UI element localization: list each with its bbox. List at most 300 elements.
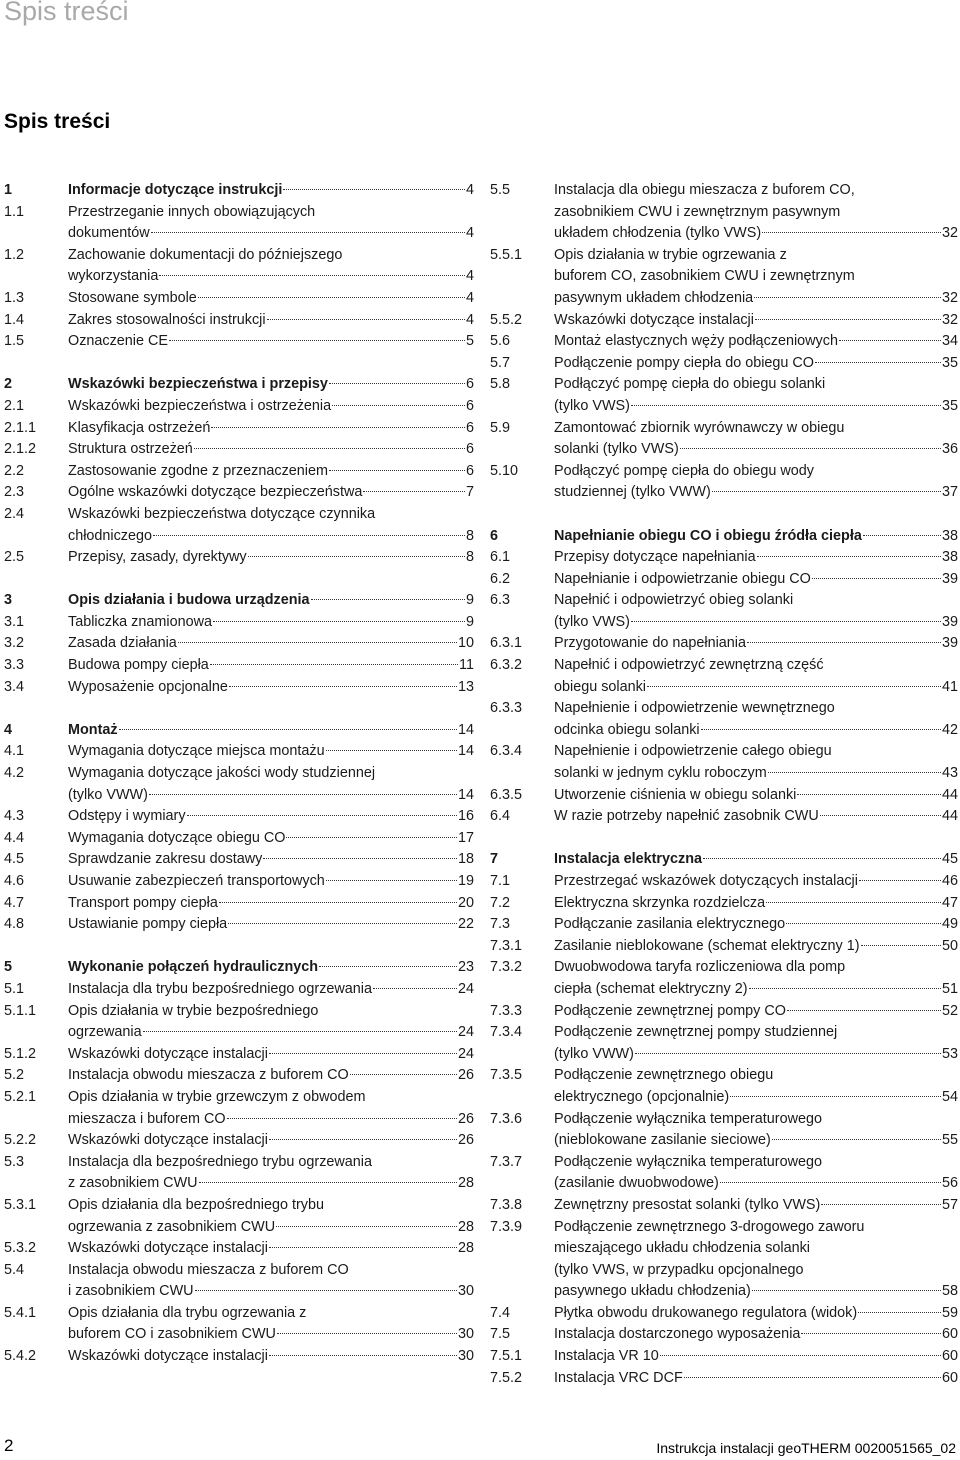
toc-entry-text <box>68 547 474 569</box>
toc-page-number: 46 <box>941 873 958 889</box>
toc-entry-line <box>68 763 474 785</box>
toc-page-number: 28 <box>457 1218 474 1235</box>
toc-entry[interactable] <box>490 1022 958 1065</box>
toc-entry-number: 4.3 <box>4 808 25 825</box>
footer-doc-reference: Instrukcja instalacji geoTHERM 0020051565_02 <box>656 1440 956 1456</box>
toc-page-number: 4 <box>465 289 474 306</box>
toc-entry-number: 2.4 <box>4 505 25 522</box>
toc-entry-label: Wskazówki dotyczące instalacji <box>68 1045 268 1062</box>
toc-entry[interactable] <box>4 633 474 655</box>
toc-page-number: 38 <box>941 549 958 566</box>
toc-entry-label: Wymagania dotyczące miejsca montażu <box>68 743 325 760</box>
toc-entry[interactable] <box>4 1346 474 1368</box>
toc-entry-number: 5.1.2 <box>4 1045 37 1062</box>
toc-page-number: 44 <box>941 786 958 803</box>
toc-entry[interactable] <box>490 1109 958 1152</box>
toc-entry[interactable] <box>4 806 474 828</box>
toc-entry-number: 3 <box>4 592 13 609</box>
toc-entry-label: Podłączyć pompę ciepła do obiegu wody <box>554 462 814 479</box>
toc-entry-text <box>68 1195 474 1238</box>
toc-entry[interactable] <box>490 1346 958 1368</box>
toc-entry[interactable] <box>4 957 474 979</box>
toc-entry-label: Struktura ostrzeżeń <box>68 441 193 458</box>
toc-entry-label: Zasada działania <box>68 635 177 652</box>
toc-entry-line <box>554 698 958 720</box>
toc-entry-line <box>554 1044 958 1066</box>
toc-entry-line <box>554 1065 958 1087</box>
toc-entry[interactable] <box>4 763 474 806</box>
toc-entry-label: Napełnić i odpowietrzyć zewnętrzną część <box>554 657 824 674</box>
toc-entry[interactable] <box>4 871 474 893</box>
toc-entry[interactable] <box>4 1195 474 1238</box>
toc-entry-line <box>68 374 474 396</box>
toc-entry-label: chłodniczego <box>68 527 153 544</box>
toc-entry-label: ciepła (schemat elektryczny 2) <box>554 980 748 997</box>
toc-entry-number: 4.5 <box>4 851 25 868</box>
toc-entry-number: 2.5 <box>4 549 25 566</box>
toc-entry[interactable] <box>4 655 474 677</box>
toc-entry[interactable] <box>490 785 958 807</box>
dot-leader <box>211 427 465 428</box>
toc-entry-text <box>68 1065 474 1087</box>
toc-entry[interactable] <box>490 245 958 310</box>
toc-entry-text <box>554 1195 958 1217</box>
toc-page-number: 58 <box>941 1283 958 1300</box>
toc-entry[interactable] <box>490 1195 958 1217</box>
toc-entry[interactable] <box>4 374 474 396</box>
toc-entry-text <box>554 1346 958 1368</box>
toc-entry[interactable] <box>4 612 474 634</box>
dot-leader <box>757 556 941 557</box>
toc-entry[interactable] <box>490 957 958 1000</box>
toc-entry-line <box>554 979 958 1001</box>
toc-page-number: 30 <box>457 1326 474 1343</box>
dot-leader <box>701 729 941 730</box>
toc-entry-line <box>68 1238 474 1260</box>
toc-page-number: 57 <box>941 1196 958 1213</box>
toc-entry-number: 7.5 <box>490 1326 511 1343</box>
toc-entry-line <box>68 871 474 893</box>
toc-entry-number: 7.3.7 <box>490 1153 523 1170</box>
toc-entry-line <box>554 353 958 375</box>
toc-entry-number: 6.1 <box>490 549 511 566</box>
toc-page-number: 18 <box>457 851 474 868</box>
toc-entry-label: układem chłodzenia (tylko VWS) <box>554 225 762 242</box>
toc-entry-text <box>68 374 474 396</box>
dot-leader <box>752 1290 941 1291</box>
toc-entry-number: 5.5.1 <box>490 246 523 263</box>
toc-entry-line <box>554 763 958 785</box>
toc-entry-line <box>554 1368 958 1390</box>
toc-entry-line <box>554 1217 958 1239</box>
dot-leader <box>311 599 465 600</box>
toc-entry-line <box>554 1173 958 1195</box>
toc-entry-label: Przepisy dotyczące napełniania <box>554 549 756 566</box>
toc-entry-line <box>68 785 474 807</box>
toc-entry-line <box>554 590 958 612</box>
toc-entry-line <box>68 893 474 915</box>
toc-entry-line <box>554 526 958 548</box>
toc-entry-text <box>554 849 958 871</box>
toc-entry-line <box>554 741 958 763</box>
toc-entry[interactable] <box>490 310 958 332</box>
toc-entry-text <box>554 1303 958 1325</box>
toc-entry-label: Usuwanie zabezpieczeń transportowych <box>68 873 325 889</box>
toc-entry[interactable] <box>490 1065 958 1108</box>
toc-entry-label: Instalacja dostarczonego wyposażenia <box>554 1326 801 1343</box>
toc-entry-number: 5.7 <box>490 354 511 371</box>
toc-entry[interactable] <box>4 482 474 504</box>
dot-leader <box>329 383 465 384</box>
toc-entry-label: Wskazówki dotyczące instalacji <box>68 1132 268 1149</box>
toc-page-number: 24 <box>457 980 474 997</box>
toc-entry[interactable] <box>4 180 474 202</box>
toc-entry[interactable] <box>4 202 474 245</box>
toc-entry[interactable] <box>490 655 958 698</box>
toc-entry[interactable] <box>4 1044 474 1066</box>
toc-entry-line <box>68 245 474 267</box>
toc-entry-line <box>68 1087 474 1109</box>
toc-entry-number: 4.7 <box>4 894 25 911</box>
toc-entry-text <box>554 245 958 310</box>
toc-page-number: 51 <box>941 980 958 997</box>
toc-entry-text <box>68 655 474 677</box>
toc-entry[interactable] <box>4 331 474 353</box>
toc-entry-line <box>554 633 958 655</box>
toc-entry[interactable] <box>4 741 474 763</box>
toc-entry-number: 3.3 <box>4 657 25 674</box>
dot-leader <box>263 858 457 859</box>
toc-entry-label: Klasyfikacja ostrzeżeń <box>68 419 211 436</box>
toc-entry-line <box>68 849 474 871</box>
toc-entry[interactable] <box>4 979 474 1001</box>
toc-entry[interactable] <box>490 590 958 633</box>
toc-entry[interactable] <box>4 547 474 569</box>
toc-entry-line <box>554 439 958 461</box>
toc-page-number: 24 <box>457 1045 474 1062</box>
toc-entry-line <box>68 828 474 850</box>
toc-page-number: 32 <box>941 225 958 242</box>
toc-entry-text <box>554 1109 958 1152</box>
toc-page-number: 43 <box>941 765 958 782</box>
toc-entry-label: odcinka obiegu solanki <box>554 721 700 738</box>
toc-entry-label: solanki w jednym cyklu roboczym <box>554 765 767 782</box>
toc-entry-number: 4.6 <box>4 873 25 889</box>
toc-entry-text <box>68 1303 474 1346</box>
toc-entry-text <box>554 353 958 375</box>
toc-entry[interactable] <box>4 396 474 418</box>
toc-entry-number: 5.6 <box>490 333 511 350</box>
toc-entry-line <box>554 720 958 742</box>
toc-entry-label: z zasobnikiem CWU <box>68 1175 198 1192</box>
toc-entry[interactable] <box>490 849 958 871</box>
toc-entry-number: 7.3 <box>490 916 511 933</box>
toc-entry[interactable] <box>490 698 958 741</box>
toc-page-number: 23 <box>457 959 474 976</box>
toc-page-number: 55 <box>941 1132 958 1149</box>
toc-entry-text <box>554 547 958 569</box>
toc-page-number: 54 <box>941 1088 958 1105</box>
toc-entry-label: Wymagania dotyczące obiegu CO <box>68 829 286 846</box>
dot-leader <box>786 923 941 924</box>
toc-entry[interactable] <box>4 439 474 461</box>
toc-page-number: 30 <box>457 1348 474 1365</box>
toc-entry[interactable] <box>4 288 474 310</box>
toc-page-number: 17 <box>457 829 474 846</box>
toc-entry[interactable] <box>490 1217 958 1303</box>
toc-entry-number: 7.3.6 <box>490 1110 523 1127</box>
toc-entry-number: 4.1 <box>4 743 25 760</box>
toc-entry-label: Napełnienie i odpowietrzenie wewnętrznego <box>554 700 835 717</box>
dot-leader <box>762 232 941 233</box>
toc-entry[interactable] <box>4 893 474 915</box>
toc-entry-line <box>554 1001 958 1023</box>
dot-leader <box>210 664 458 665</box>
toc-entry-label: Oznaczenie CE <box>68 333 168 350</box>
dot-leader <box>195 1290 457 1291</box>
toc-entry[interactable] <box>490 180 958 245</box>
toc-entry-label: (tylko VWS, w przypadku opcjonalnego <box>554 1261 804 1278</box>
toc-page-number: 26 <box>457 1132 474 1149</box>
toc-entry[interactable] <box>490 374 958 417</box>
toc-entry-text <box>554 569 958 591</box>
toc-left-column <box>4 180 474 1368</box>
toc-entry-text <box>554 1368 958 1390</box>
toc-entry-label: Podłączenie zewnętrznej pompy CO <box>554 1002 786 1019</box>
toc-entry[interactable] <box>4 1238 474 1260</box>
toc-right-column <box>490 180 958 1389</box>
toc-entry-number: 2.1.2 <box>4 441 37 458</box>
toc-entry-label: Wskazówki dotyczące instalacji <box>554 311 754 328</box>
toc-entry-line <box>554 374 958 396</box>
toc-entry-line <box>554 569 958 591</box>
toc-entry[interactable] <box>4 914 474 936</box>
toc-entry-text <box>68 482 474 504</box>
toc-entry-label: wykorzystania <box>68 268 159 285</box>
dot-leader <box>143 1031 457 1032</box>
toc-entry-label: Wskazówki bezpieczeństwa i przepisy <box>68 376 328 393</box>
toc-entry-line <box>554 180 958 202</box>
toc-entry-label: Sprawdzanie zakresu dostawy <box>68 851 263 868</box>
toc-entry[interactable] <box>490 1324 958 1346</box>
toc-entry-label: buforem CO i zasobnikiem CWU <box>68 1326 276 1343</box>
toc-entry[interactable] <box>490 871 958 893</box>
dot-leader <box>863 535 941 536</box>
toc-entry-text <box>68 1152 474 1195</box>
toc-entry[interactable] <box>490 331 958 353</box>
toc-entry-text <box>68 1001 474 1044</box>
toc-entry-line <box>554 957 958 979</box>
toc-entry[interactable] <box>4 1001 474 1044</box>
toc-entry[interactable] <box>4 245 474 288</box>
toc-entry-label: Instalacja dla obiegu mieszacza z buforem CO, <box>554 182 855 198</box>
toc-entry-label: Zachowanie dokumentacji do późniejszego <box>68 246 343 263</box>
toc-entry-number: 5.2.1 <box>4 1088 37 1105</box>
toc-entry-text <box>68 914 474 936</box>
toc-entry[interactable] <box>490 806 958 828</box>
toc-entry-text <box>554 526 958 548</box>
toc-entry[interactable] <box>490 547 958 569</box>
toc-entry-label: Instalacja dla bezpośredniego trybu ogrzewania <box>68 1153 372 1170</box>
dot-leader <box>199 1182 457 1183</box>
toc-entry-label: Utworzenie ciśnienia w obiegu solanki <box>554 786 797 803</box>
toc-page-number: 37 <box>941 484 958 501</box>
toc-entry-label: zasobnikiem CWU i zewnętrznym pasywnym <box>554 203 841 220</box>
toc-entry-number: 6.2 <box>490 570 511 587</box>
toc-page-number: 26 <box>457 1110 474 1127</box>
dot-leader <box>198 297 465 298</box>
toc-entry[interactable] <box>490 1368 958 1390</box>
toc-entry[interactable] <box>490 461 958 504</box>
toc-entry-label: solanki (tylko VWS) <box>554 441 679 458</box>
dot-leader <box>787 1010 941 1011</box>
toc-entry[interactable] <box>4 1087 474 1130</box>
toc-entry-label: Opis działania dla bezpośredniego trybu <box>68 1196 324 1213</box>
toc-entry-line <box>68 720 474 742</box>
dot-leader <box>151 232 465 233</box>
toc-entry-label: Wskazówki dotyczące instalacji <box>68 1240 268 1257</box>
dot-leader <box>730 1096 941 1097</box>
toc-entry[interactable] <box>490 1001 958 1023</box>
toc-entry-text <box>68 310 474 332</box>
footer-page-number: 2 <box>4 1436 14 1455</box>
toc-entry-line <box>554 482 958 504</box>
toc-page-number: 7 <box>465 484 474 501</box>
toc-entry[interactable] <box>4 1130 474 1152</box>
toc-entry[interactable] <box>490 1303 958 1325</box>
toc-entry[interactable] <box>4 310 474 332</box>
toc-entry[interactable] <box>490 741 958 784</box>
toc-entry-number: 7 <box>490 851 499 868</box>
dot-leader <box>772 1139 941 1140</box>
toc-entry[interactable] <box>4 1065 474 1087</box>
toc-entry-label: Budowa pompy ciepła <box>68 657 209 674</box>
toc-entry[interactable] <box>4 828 474 850</box>
toc-page-number: 20 <box>457 894 474 911</box>
dot-leader <box>859 880 941 881</box>
dot-leader <box>219 902 457 903</box>
toc-entry-text <box>68 763 474 806</box>
toc-entry-number: 7.3.8 <box>490 1196 523 1213</box>
dot-leader <box>326 880 457 881</box>
toc-entry[interactable] <box>490 633 958 655</box>
toc-entry-text <box>68 180 474 202</box>
toc-entry[interactable] <box>490 936 958 958</box>
toc-entry-text <box>554 1065 958 1108</box>
toc-entry-line <box>68 504 474 526</box>
toc-entry[interactable] <box>4 677 474 699</box>
toc-entry[interactable] <box>490 1152 958 1195</box>
toc-entry-text <box>68 1044 474 1066</box>
toc-page-number: 60 <box>941 1326 958 1343</box>
toc-entry-text <box>554 806 958 828</box>
toc-entry-label: Stosowane symbole <box>68 289 197 306</box>
toc-entry-label: Odstępy i wymiary <box>68 808 186 825</box>
toc-entry-text <box>68 828 474 850</box>
toc-entry[interactable] <box>490 526 958 548</box>
toc-entry[interactable] <box>4 461 474 483</box>
toc-entry[interactable] <box>4 720 474 742</box>
toc-entry[interactable] <box>4 1152 474 1195</box>
toc-entry-label: Wykonanie połączeń hydraulicznych <box>68 959 319 976</box>
toc-entry-line <box>68 655 474 677</box>
toc-entry-number: 7.4 <box>490 1304 511 1321</box>
toc-entry[interactable] <box>490 914 958 936</box>
toc-page-number: 50 <box>941 937 958 954</box>
toc-entry-label: Podłączenie zewnętrznego 3-drogowego zaworu <box>554 1218 865 1235</box>
toc-page-number: 34 <box>941 333 958 350</box>
toc-entry-label: (tylko VWW) <box>68 786 148 803</box>
toc-entry-label: Opis działania dla trybu ogrzewania z <box>68 1304 307 1321</box>
toc-entry-line <box>68 180 474 202</box>
toc-entry-number: 7.3.2 <box>490 959 523 976</box>
toc-page-number: 13 <box>457 678 474 695</box>
toc-entry[interactable] <box>490 569 958 591</box>
dot-leader <box>319 966 457 967</box>
toc-entry-text <box>68 979 474 1001</box>
toc-entry-line <box>554 1087 958 1109</box>
toc-entry-text <box>554 461 958 504</box>
toc-entry-text <box>554 331 958 353</box>
toc-entry-text <box>68 871 474 893</box>
toc-entry[interactable] <box>4 1260 474 1303</box>
toc-entry-label: pasywnego układu chłodzenia) <box>554 1283 751 1300</box>
toc-entry-label: (nieblokowane zasilanie sieciowe) <box>554 1132 771 1149</box>
toc-entry-label: Instalacja dla trybu bezpośredniego ogrzewania <box>68 980 372 997</box>
toc-entry-label: Napełnianie obiegu CO i obiegu źródła ciepła <box>554 527 862 544</box>
toc-entry[interactable] <box>490 418 958 461</box>
toc-entry-line <box>554 547 958 569</box>
toc-entry-text <box>554 741 958 784</box>
toc-page-number: 6 <box>465 376 474 393</box>
toc-page-number: 9 <box>465 613 474 630</box>
toc-page-number: 28 <box>457 1175 474 1192</box>
toc-entry-label: Montaż <box>68 721 118 738</box>
toc-page-number: 35 <box>941 354 958 371</box>
toc-page-number: 28 <box>457 1240 474 1257</box>
toc-entry-number: 1.1 <box>4 203 25 220</box>
toc-entry-label: Opis działania w trybie grzewczym z obwodem <box>68 1088 366 1105</box>
toc-entry-line <box>68 223 474 245</box>
toc-entry[interactable] <box>4 504 474 547</box>
toc-entry-line <box>68 1022 474 1044</box>
toc-entry[interactable] <box>4 590 474 612</box>
toc-entry-line <box>68 1324 474 1346</box>
dot-leader <box>119 729 457 730</box>
toc-entry-label: (tylko VWW) <box>554 1045 634 1062</box>
toc-page-number: 39 <box>941 570 958 587</box>
toc-entry-number: 4.4 <box>4 829 25 846</box>
dot-leader <box>749 988 941 989</box>
toc-entry[interactable] <box>4 418 474 440</box>
toc-entry-line <box>554 612 958 634</box>
toc-entry[interactable] <box>490 353 958 375</box>
toc-page-number: 6 <box>465 462 474 479</box>
toc-entry[interactable] <box>4 1303 474 1346</box>
toc-page-number: 56 <box>941 1175 958 1192</box>
toc-entry-line <box>554 893 958 915</box>
toc-entry[interactable] <box>490 893 958 915</box>
toc-page-number: 16 <box>457 808 474 825</box>
toc-page-number: 4 <box>465 225 474 242</box>
toc-entry-text <box>68 1130 474 1152</box>
toc-page-number: 14 <box>457 721 474 738</box>
toc-entry-label: Zamontować zbiornik wyrównawczy w obiegu <box>554 419 845 436</box>
toc-entry[interactable] <box>4 849 474 871</box>
dot-leader <box>153 535 465 536</box>
toc-entry-number: 2.1 <box>4 397 25 414</box>
toc-entry-line <box>68 1109 474 1131</box>
